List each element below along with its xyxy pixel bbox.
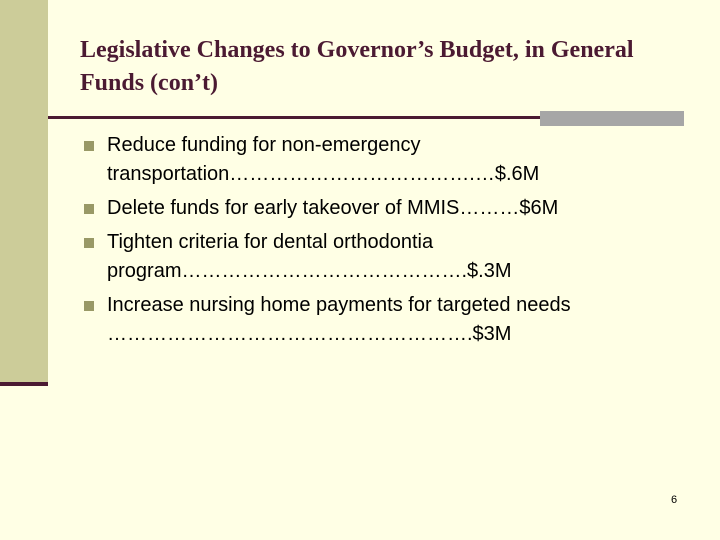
square-bullet-icon — [84, 301, 94, 311]
bullet-line: program…………………………………….$.3M — [107, 260, 512, 282]
bullet-item-dental — [80, 228, 680, 286]
bullet-line: Increase nursing home payments for targeted needs — [107, 294, 571, 316]
bullet-item-nursing-home — [80, 291, 680, 349]
square-bullet-icon — [84, 238, 94, 248]
slide-title: Legislative Changes to Governor’s Budget, in General Funds (con’t) — [80, 37, 634, 96]
bullet-line: Tighten criteria for dental orthodontia — [107, 231, 434, 253]
square-bullet-icon — [84, 141, 94, 151]
bullet-line: Reduce funding for non-emergency — [107, 134, 421, 156]
title-divider-accent — [540, 111, 684, 126]
square-bullet-icon — [84, 204, 94, 214]
bullet-item-transportation — [80, 131, 680, 189]
bullet-item-mmis — [80, 194, 680, 223]
bullet-line: Delete funds for early takeover of MMIS………$6M — [107, 197, 559, 219]
bullet-line: ……………………………………………….$3M — [107, 323, 512, 345]
left-decorative-bar — [0, 0, 48, 382]
page-number: 6 — [670, 494, 678, 506]
left-bar-underline — [0, 382, 48, 386]
bullet-list — [80, 131, 680, 354]
bullet-line: transportation……………………………….…$.6M — [107, 163, 540, 185]
